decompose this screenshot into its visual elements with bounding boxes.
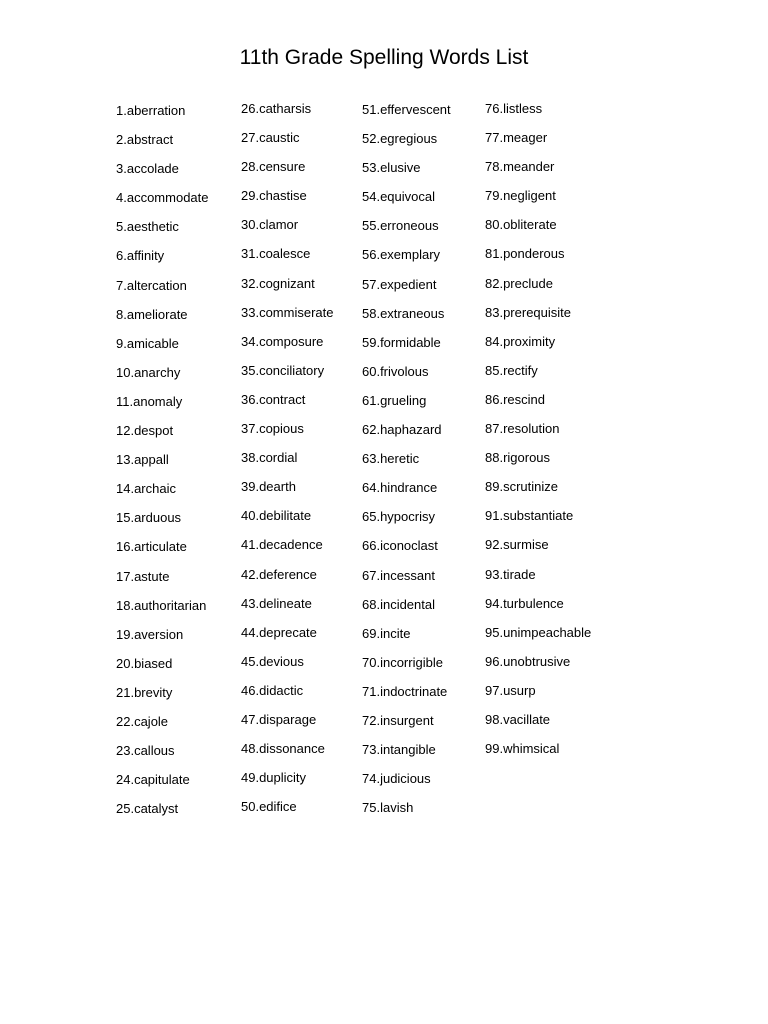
list-item: 26.catharsis [241,101,312,116]
list-item: 74.judicious [362,771,431,787]
list-item: 38.cordial [241,450,298,466]
list-item: 9.amicable [116,335,179,351]
list-item: 23.callous [116,743,175,759]
word-column-1 [116,96,209,823]
list-item: 73.intangible [362,742,436,758]
list-item: 97.usurp [485,682,536,698]
list-item: 11.anomaly [116,393,183,409]
list-item: 41.decadence [241,537,323,553]
list-item: 32.cognizant [241,275,315,291]
list-item: 49.duplicity [241,770,307,786]
list-item: 21.brevity [116,684,173,700]
list-item: 52.egregious [362,131,438,147]
list-item: 56.exemplary [362,247,441,263]
list-item: 91.substantiate [485,508,574,524]
list-item: 60.frivolous [362,363,429,379]
list-item: 12.despot [116,423,174,439]
list-item: 67.incessant [362,567,435,583]
list-item: 92.surmise [485,537,549,553]
list-item: 61.grueling [362,392,427,408]
list-item: 96.unobtrusive [485,653,571,669]
list-item: 88.rigorous [485,450,551,466]
list-item: 24.capitulate [116,772,190,788]
list-item: 62.haphazard [362,422,442,438]
list-item: 22.cajole [116,713,169,729]
list-item: 13.appall [116,452,169,468]
list-item: 45.devious [241,653,304,669]
list-item: 27.caustic [241,130,300,146]
word-column-3 [362,95,451,822]
list-item: 59.formidable [362,334,441,350]
list-item: 30.clamor [241,217,299,233]
list-item: 33.commiserate [241,304,334,320]
list-item: 82.preclude [485,275,553,291]
list-item: 63.heretic [362,451,420,467]
list-item: 25.catalyst [116,801,179,817]
list-item: 53.elusive [362,160,421,176]
list-item: 6.affinity [116,248,165,264]
list-item: 2.abstract [116,132,174,148]
list-item: 50.edifice [241,799,297,815]
list-item: 70.incorrigible [362,654,443,670]
page-title: 11th Grade Spelling Words List [239,46,529,69]
list-item: 98.vacillate [485,711,551,727]
list-item: 1.aberration [116,103,186,118]
word-column-4 [485,94,591,763]
list-item: 95.unimpeachable [485,624,592,640]
list-item: 71.indoctrinate [362,683,448,699]
list-item: 68.incidental [362,596,435,612]
list-item: 34.composure [241,333,324,349]
list-item: 18.authoritarian [116,597,207,613]
list-item: 29.chastise [241,188,307,204]
list-item: 79.negligent [485,188,556,204]
list-item: 17.astute [116,568,170,584]
list-item: 69.incite [362,625,411,641]
list-item: 47.disparage [241,711,317,727]
list-item: 99.whimsical [485,741,560,757]
list-item: 19.aversion [116,626,184,642]
list-item: 94.turbulence [485,595,564,611]
list-item: 89.scrutinize [485,479,558,495]
word-column-2 [241,94,333,821]
list-item: 51.effervescent [362,102,451,117]
list-item: 35.conciliatory [241,362,325,378]
list-item: 84.proximity [485,333,556,349]
list-item: 64.hindrance [362,480,438,496]
list-item: 55.erroneous [362,218,439,234]
list-item: 81.ponderous [485,246,565,262]
list-item: 48.dissonance [241,741,325,757]
list-item: 16.articulate [116,539,187,555]
list-item: 75.lavish [362,800,414,816]
list-item: 58.extraneous [362,305,445,321]
list-item: 83.prerequisite [485,304,571,320]
list-item: 15.arduous [116,510,182,526]
list-item: 80.obliterate [485,217,557,233]
list-item: 39.dearth [241,479,296,495]
list-item: 31.coalesce [241,246,311,262]
list-item: 28.censure [241,159,306,175]
list-item: 43.delineate [241,595,312,611]
list-item: 93.tirade [485,566,536,582]
list-item: 85.rectify [485,362,538,378]
list-item: 66.iconoclast [362,538,438,554]
list-item: 65.hypocrisy [362,509,435,525]
list-item: 3.accolade [116,161,179,177]
list-item: 77.meager [485,130,548,146]
list-item: 10.anarchy [116,364,181,380]
list-item: 36.contract [241,391,306,407]
list-item: 57.expedient [362,276,437,292]
list-item: 8.ameliorate [116,306,188,322]
list-item: 78.meander [485,159,555,175]
list-item: 54.equivocal [362,189,435,205]
list-item: 86.rescind [485,391,545,407]
list-item: 76.listless [485,101,543,116]
list-item: 87.resolution [485,421,560,437]
list-item: 4.accommodate [116,190,209,206]
list-item: 20.biased [116,655,173,671]
list-item: 37.copious [241,421,304,437]
list-item: 44.deprecate [241,624,317,640]
list-item: 7.altercation [116,277,187,293]
list-item: 72.insurgent [362,712,434,728]
list-item: 42.deference [241,566,317,582]
list-item: 14.archaic [116,481,176,497]
list-item: 46.didactic [241,682,304,698]
list-item: 40.debilitate [241,508,312,524]
list-item: 5.aesthetic [116,219,179,235]
